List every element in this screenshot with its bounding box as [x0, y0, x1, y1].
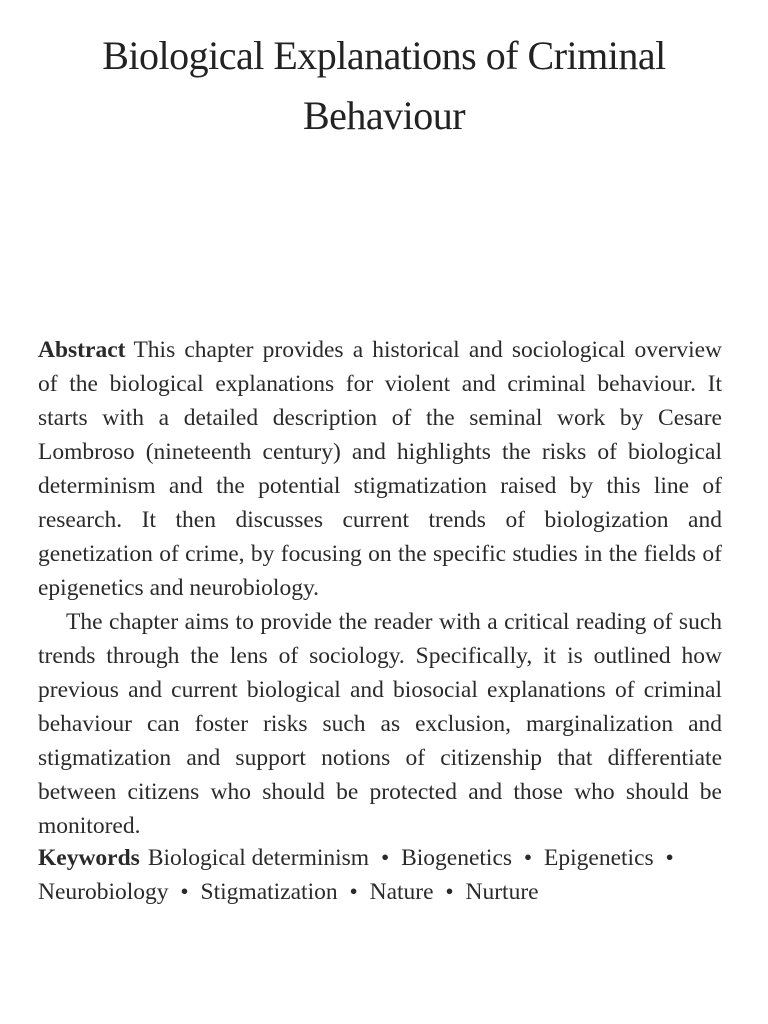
abstract-label: Abstract	[38, 337, 126, 363]
chapter-title-line-1: Biological Explanations of Criminal	[102, 33, 666, 78]
keyword-item: Stigmatization	[200, 879, 338, 905]
keyword-separator: •	[180, 879, 189, 905]
keyword-item: Biological determinism	[147, 845, 370, 871]
keyword-separator: •	[665, 845, 674, 871]
keyword-separator: •	[380, 845, 390, 871]
abstract-section	[38, 333, 722, 843]
keyword-separator: •	[523, 845, 533, 871]
keyword-separator: •	[349, 879, 358, 905]
keyword-item: Epigenetics	[544, 845, 654, 871]
keyword-item: Biogenetics	[401, 845, 513, 871]
abstract-text-1: This chapter provides a historical and sociological overview of the biological explanations for violent and criminal behaviour. It starts with a detailed description of the seminal work by Cesare Lombroso (nineteenth century) and highlights the risks of biological determinism and the potential stigmatization raised by this line of research. It then discusses current trends of biologization and genetization of crime, by focusing on the specific studies in the fields of epigenetics and neurobiology.	[38, 337, 722, 601]
chapter-title-line-2: Behaviour	[302, 93, 466, 138]
keyword-item: Neurobiology	[38, 879, 169, 905]
keyword-separator: •	[445, 879, 454, 905]
keyword-item: Nurture	[465, 879, 539, 905]
keywords-label: Keywords	[38, 845, 140, 871]
keywords-section	[38, 841, 722, 909]
chapter-title	[60, 26, 708, 146]
abstract-paragraph-1	[38, 333, 722, 605]
keyword-item: Nature	[369, 879, 434, 905]
abstract-paragraph-2: The chapter aims to provide the reader with a critical reading of such trends through the lens of sociology. Specifically, it is outlined how previous and current biological and biosocial explanations of criminal behaviour can foster risks such as exclusion, marginalization and stigmatization and support notions of citizenship that differentiate between citizens who should be protected and those who should be monitored.	[38, 609, 722, 839]
